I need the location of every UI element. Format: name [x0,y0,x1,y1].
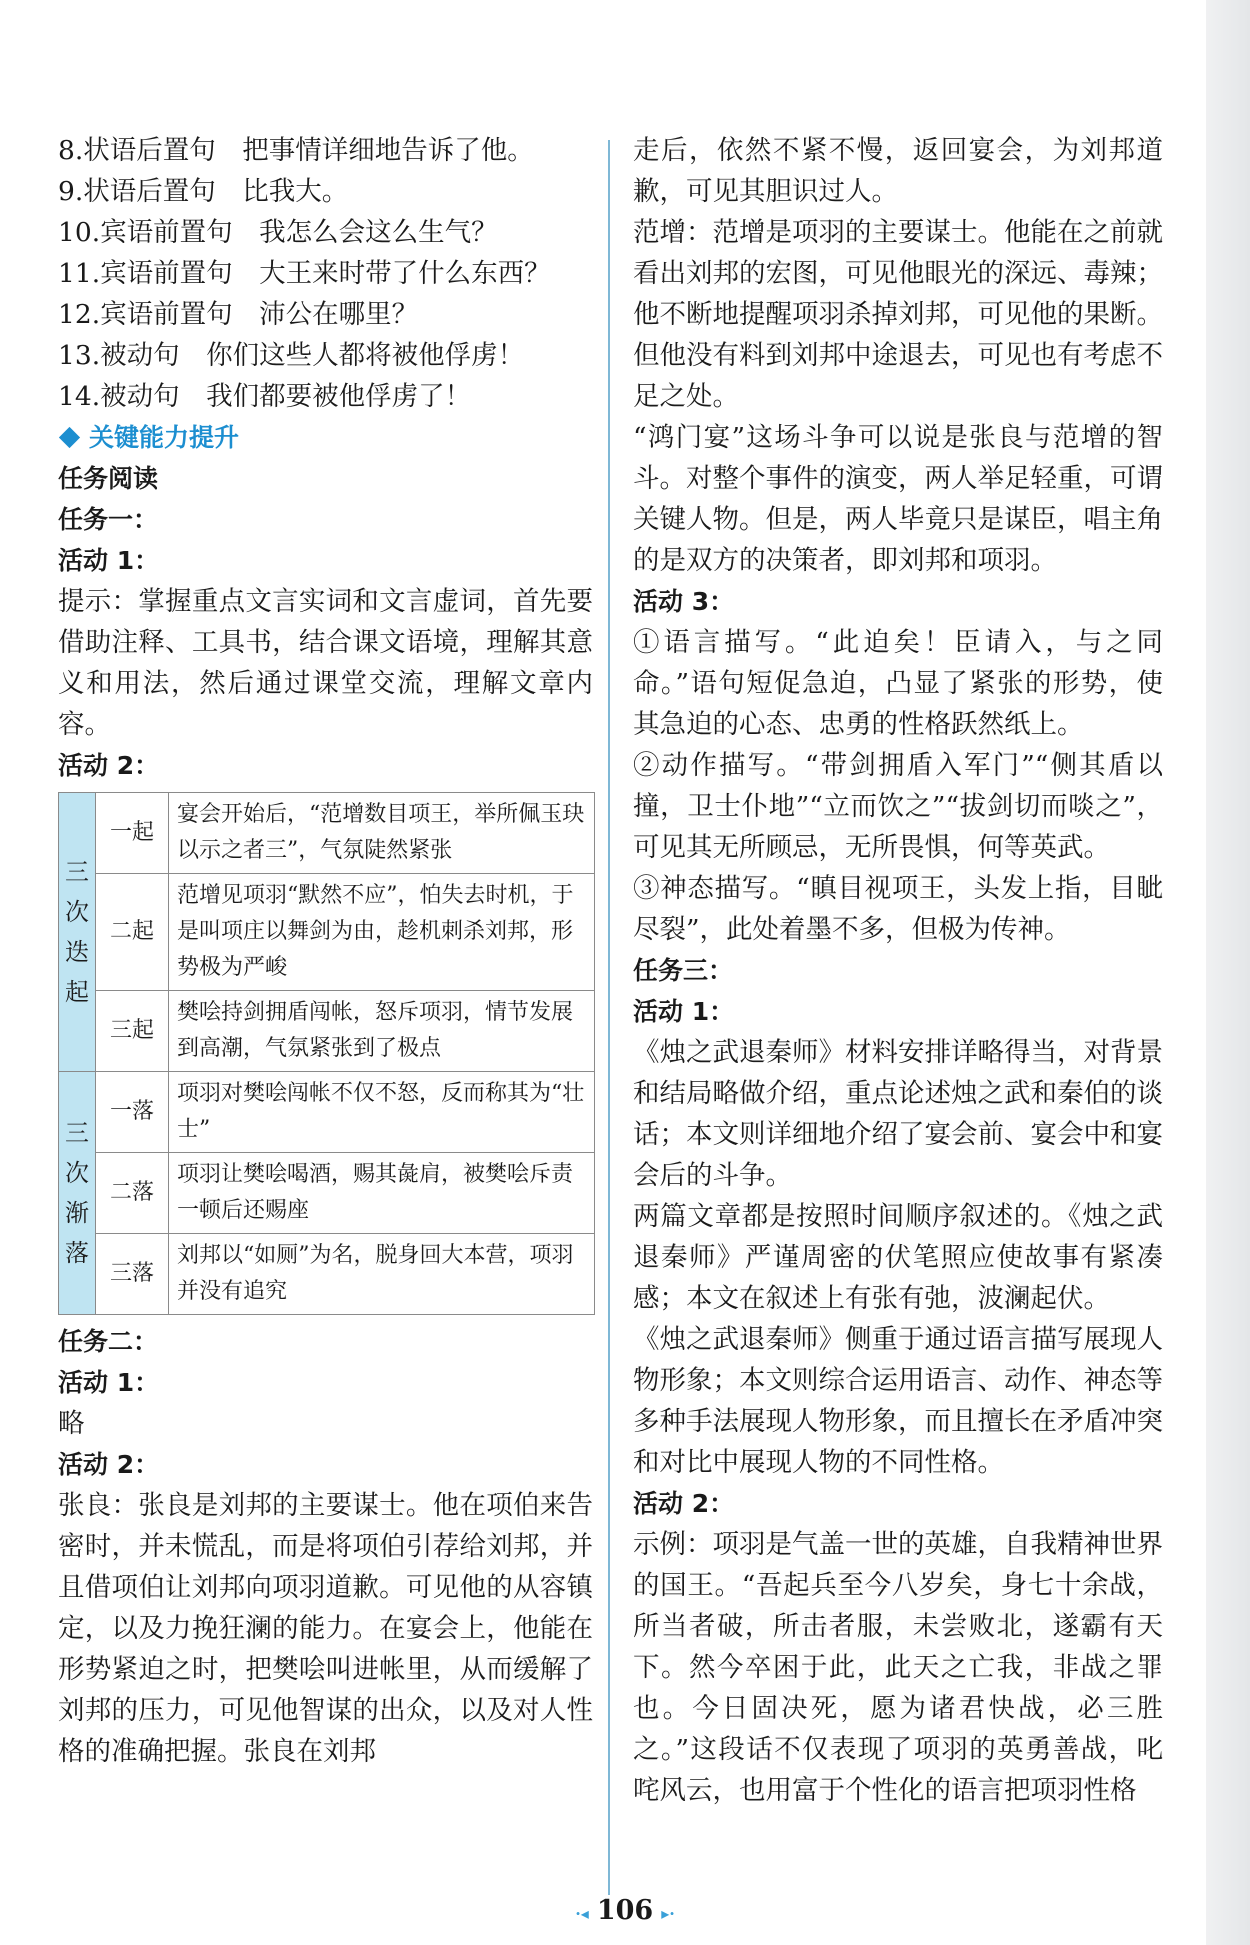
answer-line-11: 11.宾语前置句 大王来时带了什么东西？ [58,258,551,289]
table-row [59,1072,595,1153]
left-column [58,130,593,1772]
answer-line-8: 8.状语后置句 把事情详细地告诉了他。 [58,135,534,166]
right-ornament-icon: ▸· [661,1904,675,1923]
activity1-text: 提示：掌握重点文言实词和文言虚词，首先要借助注释、工具书，结合课文语境，理解其意义和用法，然后通过课堂交流，理解文章内容。 [58,586,593,740]
plot-table [58,792,595,1315]
desc-cell: 宴会开始后，“范增数目项王，举所佩玉玦以示之者三”，气氛陡然紧张 [169,793,595,874]
table-row [59,874,595,991]
comparison-paragraph-2: 两篇文章都是按照时间顺序叙述的。《烛之武退秦师》严谨周密的伏笔照应使故事有紧凑感；本文在叙述上有张有弛，波澜起伏。 [633,1201,1163,1314]
right-column [633,130,1163,1811]
table-row [59,1153,595,1234]
page-number: ·◂ 106 ▸· [0,1895,1250,1926]
task-reading-heading: 任务阅读 [58,464,159,493]
comparison-paragraph-1: 《烛之武退秦师》材料安排详略得当，对背景和结局略做介绍，重点论述烛之武和秦伯的谈话；本文则详细地介绍了宴会前、宴会中和宴会后的斗争。 [633,1037,1163,1191]
left-ornament-icon: ·◂ [575,1904,589,1923]
table-row [59,991,595,1072]
task3-heading: 任务三： [633,956,734,985]
phase-cell: 三落 [96,1234,169,1315]
activity1-heading: 活动 1： [58,546,160,575]
zhangliang-continued: 走后，依然不紧不慢，返回宴会，为刘邦道歉，可见其胆识过人。 [633,135,1163,207]
expression-desc-paragraph: ③神态描写。“瞋目视项王，头发上指，目眦尽裂”，此处着墨不多，但极为传神。 [633,873,1163,945]
phase-cell: 三起 [96,991,169,1072]
t3-activity2-heading: 活动 2： [633,1489,735,1518]
desc-cell: 刘邦以“如厕”为名，脱身回大本营，项羽并没有追究 [169,1234,595,1315]
phase-cell: 一落 [96,1072,169,1153]
t3-activity1-heading: 活动 1： [633,997,735,1026]
diamond-bullet-icon [59,427,80,448]
desc-cell: 范增见项羽“默然不应”，怕失去时机，于是叫项庄以舞剑为由，趁机刺杀刘邦，形势极为严峻 [169,874,595,991]
table-row [59,1234,595,1315]
group-rising: 三 次 迭 起 [59,793,96,1072]
answer-line-12: 12.宾语前置句 沛公在哪里？ [58,299,419,330]
column-divider [608,140,610,1895]
task1-heading: 任务一： [58,505,159,534]
activity3-heading: 活动 3： [633,587,735,616]
comparison-paragraph-3: 《烛之武退秦师》侧重于通过语言描写展现人物形象；本文则综合运用语言、动作、神态等多种手法展现人物形象，而且擅长在矛盾冲突和对比中展现人物的不同性格。 [633,1324,1163,1478]
t2-activity1-heading: 活动 1： [58,1368,160,1397]
section-heading: 关键能力提升 [58,417,593,458]
answer-line-14: 14.被动句 我们都要被他俘虏了！ [58,381,472,412]
answer-line-13: 13.被动句 你们这些人都将被他俘虏！ [58,340,525,371]
t2-activity2-heading: 活动 2： [58,1450,160,1479]
phase-cell: 二起 [96,874,169,991]
xiangyu-example-paragraph: 示例：项羽是气盖一世的英雄，自我精神世界的国王。“吾起兵至今八岁矣，身七十余战，所当者破，所击者服，未尝败北，遂霸有天下。然今卒困于此，此天之亡我，非战之罪也。今日固决死，愿为诸君快战，必三胜之。”这段话不仅表现了项羽的英勇善战，叱咤风云，也用富于个性化的语言把项羽性格 [633,1529,1163,1806]
t2-activity1-text: 略 [58,1408,85,1439]
desc-cell: 项羽对樊哙闯帐不仅不怒，反而称其为“壮士” [169,1072,595,1153]
language-desc-paragraph: ①语言描写。“此迫矣！臣请入，与之同命。”语句短促急迫，凸显了紧张的形势，使其急迫的心态、忠勇的性格跃然纸上。 [633,627,1163,740]
activity2-heading: 活动 2： [58,751,160,780]
phase-cell: 一起 [96,793,169,874]
hongmenyan-paragraph: “鸿门宴”这场斗争可以说是张良与范增的智斗。对整个事件的演变，两人举足轻重，可谓关键人物。但是，两人毕竟只是谋臣，唱主角的是双方的决策者，即刘邦和项羽。 [633,422,1163,576]
task2-heading: 任务二： [58,1327,159,1356]
answer-line-9: 9.状语后置句 比我大。 [58,176,349,207]
desc-cell: 樊哙持剑拥盾闯帐，怒斥项羽，情节发展到高潮，气氛紧张到了极点 [169,991,595,1072]
page-edge-shadow [1206,0,1250,1945]
desc-cell: 项羽让樊哙喝酒，赐其彘肩，被樊哙斥责一顿后还赐座 [169,1153,595,1234]
answer-line-10: 10.宾语前置句 我怎么会这么生气？ [58,217,498,248]
phase-cell: 二落 [96,1153,169,1234]
table-row [59,793,595,874]
t2-activity2-text: 张良：张良是刘邦的主要谋士。他在项伯来告密时，并未慌乱，而是将项伯引荐给刘邦，并且借项伯让刘邦向项羽道歉。可见他的从容镇定，以及力挽狂澜的能力。在宴会上，他能在形势紧迫之时，把樊哙叫进帐里，从而缓解了刘邦的压力，可见他智谋的出众，以及对人性格的准确把握。张良在刘邦 [58,1490,593,1767]
fanzeng-paragraph: 范增：范增是项羽的主要谋士。他能在之前就看出刘邦的宏图，可见他眼光的深远、毒辣；他不断地提醒项羽杀掉刘邦，可见他的果断。但他没有料到刘邦中途退去，可见也有考虑不足之处。 [633,217,1163,412]
group-falling: 三 次 渐 落 [59,1072,96,1315]
action-desc-paragraph: ②动作描写。“带剑拥盾入军门”“侧其盾以撞，卫士仆地”“立而饮之”“拔剑切而啖之”，可见其无所顾忌，无所畏惧，何等英武。 [633,750,1163,863]
